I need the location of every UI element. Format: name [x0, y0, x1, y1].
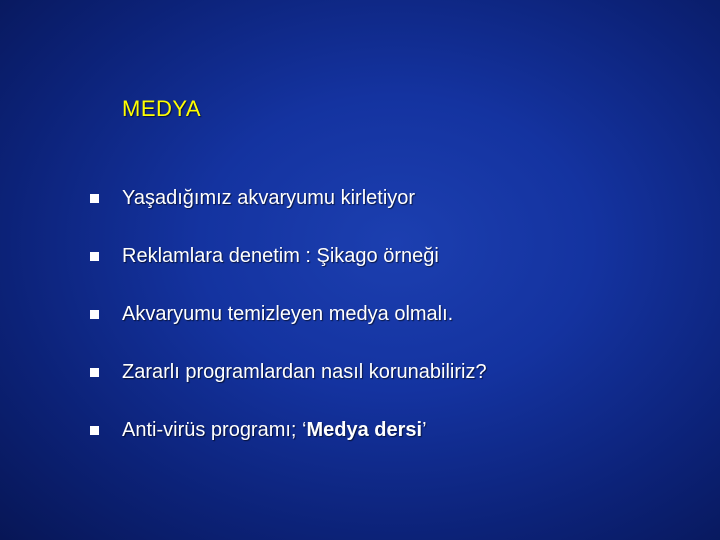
bullet-text: Reklamlara denetim : Şikago örneği [122, 245, 439, 267]
bullet-text-bold: Medya dersi [306, 419, 423, 441]
square-bullet-icon [90, 426, 99, 435]
list-item [90, 236, 690, 277]
bullet-text-suffix: ’ [422, 419, 427, 441]
list-item [90, 294, 690, 335]
square-bullet-icon [90, 310, 99, 319]
bullet-list [90, 178, 690, 468]
bullet-text-prefix: Anti-virüs programı; ‘ [122, 419, 307, 441]
list-item [90, 410, 690, 451]
bullet-text: Zararlı programlardan nasıl korunabiliriz? [122, 361, 487, 383]
square-bullet-icon [90, 252, 99, 261]
list-item [90, 352, 690, 393]
slide-title: MEDYA [122, 96, 202, 121]
square-bullet-icon [90, 368, 99, 377]
bullet-text: Akvaryumu temizleyen medya olmalı. [122, 303, 454, 325]
list-item [90, 178, 690, 219]
bullet-text: Yaşadığımız akvaryumu kirletiyor [122, 187, 416, 209]
square-bullet-icon [90, 194, 99, 203]
bullet-text [122, 419, 427, 442]
